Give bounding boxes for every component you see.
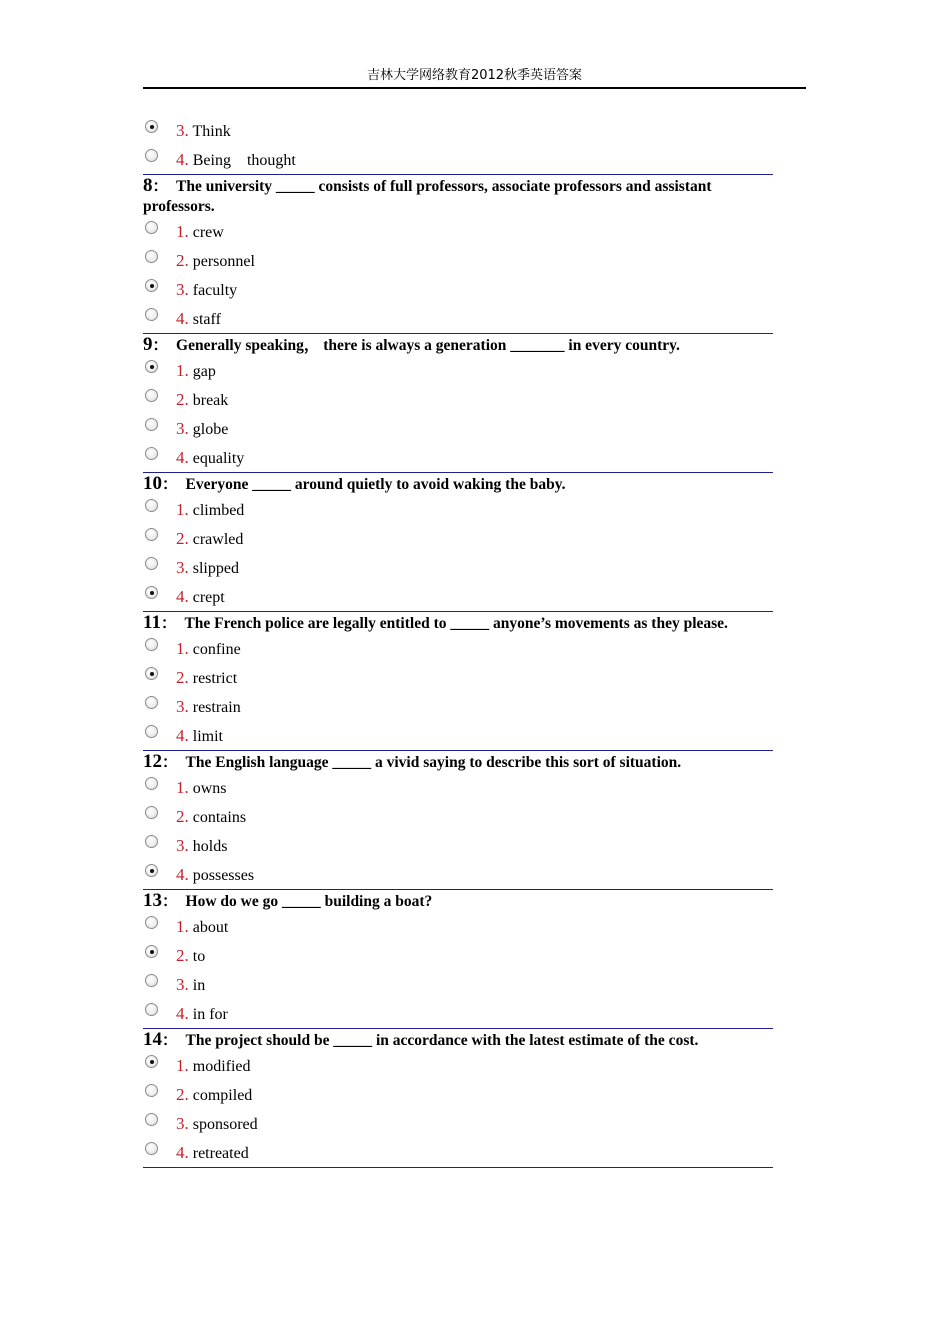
option-label <box>176 1143 249 1164</box>
option-label <box>176 946 205 967</box>
option-text: restrict <box>192 670 238 687</box>
option-number: 2. <box>176 946 189 965</box>
question-block <box>143 116 773 175</box>
option-label <box>176 668 237 689</box>
radio-unchecked-icon[interactable] <box>145 418 158 431</box>
question-number: 11 <box>143 612 161 633</box>
option-text: contains <box>192 809 247 826</box>
option-text: equality <box>192 450 245 467</box>
question-text-line <box>143 612 773 634</box>
option-number: 2. <box>176 529 189 548</box>
question-number: 10 <box>143 473 162 494</box>
option-label <box>176 778 227 799</box>
question-number-colon: ： <box>152 337 169 354</box>
option-label <box>176 222 224 243</box>
answer-option[interactable] <box>143 802 773 831</box>
option-text: crew <box>192 224 224 241</box>
answer-option[interactable] <box>143 145 773 174</box>
radio-unchecked-icon[interactable] <box>145 638 158 651</box>
answer-option[interactable] <box>143 246 773 275</box>
question-block <box>143 890 773 1029</box>
question-number: 13 <box>143 890 162 911</box>
question-number-colon: ： <box>162 754 178 771</box>
question-number: 12 <box>143 751 162 772</box>
option-text: about <box>192 919 229 936</box>
option-label <box>176 448 244 469</box>
option-label <box>176 150 296 171</box>
answer-option[interactable] <box>143 116 773 145</box>
radio-unchecked-icon[interactable] <box>145 528 158 541</box>
question-number-colon: ： <box>162 476 178 493</box>
answer-option[interactable] <box>143 217 773 246</box>
question-block <box>143 751 773 890</box>
option-label <box>176 121 231 142</box>
option-number: 4. <box>176 309 189 328</box>
question-text-line <box>143 890 773 912</box>
option-number: 4. <box>176 726 189 745</box>
option-number: 1. <box>176 500 189 519</box>
option-label <box>176 807 246 828</box>
option-text: globe <box>192 421 229 438</box>
radio-unchecked-icon[interactable] <box>145 499 158 512</box>
answer-option[interactable] <box>143 941 773 970</box>
option-number: 4. <box>176 865 189 884</box>
radio-unchecked-icon[interactable] <box>145 1084 158 1097</box>
option-number: 3. <box>176 419 189 438</box>
radio-checked-icon[interactable] <box>145 360 158 373</box>
option-text: holds <box>192 838 228 855</box>
question-number-colon: ： <box>152 178 169 195</box>
question-number-colon: ： <box>162 1032 178 1049</box>
question-text: The English language _____ a vivid saying to describe this sort of situation. <box>185 754 682 771</box>
answer-option[interactable] <box>143 1051 773 1080</box>
radio-unchecked-icon[interactable] <box>145 221 158 234</box>
option-number: 3. <box>176 975 189 994</box>
radio-unchecked-icon[interactable] <box>145 835 158 848</box>
radio-unchecked-icon[interactable] <box>145 696 158 709</box>
question-block <box>143 175 773 334</box>
question-text: The university _____ consists of full professors, associate professors and assistant professors. <box>143 178 712 215</box>
question-text: The project should be _____ in accordance with the latest estimate of the cost. <box>185 1032 699 1049</box>
option-label <box>176 500 244 521</box>
answer-option[interactable] <box>143 553 773 582</box>
radio-checked-icon[interactable] <box>145 120 158 133</box>
question-text: Generally speaking， there is always a generation _______ in every country. <box>176 337 680 354</box>
option-label <box>176 587 225 608</box>
option-number: 3. <box>176 1114 189 1133</box>
answer-option[interactable] <box>143 831 773 860</box>
radio-unchecked-icon[interactable] <box>145 308 158 321</box>
radio-unchecked-icon[interactable] <box>145 557 158 570</box>
question-number: 14 <box>143 1029 162 1050</box>
option-label <box>176 361 216 382</box>
answer-option[interactable] <box>143 524 773 553</box>
option-text: climbed <box>192 502 245 519</box>
option-label <box>176 726 223 747</box>
option-text: modified <box>192 1058 251 1075</box>
option-text: Think <box>192 123 231 140</box>
option-label <box>176 1056 251 1077</box>
option-label <box>176 639 241 660</box>
option-number: 2. <box>176 390 189 409</box>
option-number: 4. <box>176 448 189 467</box>
radio-checked-icon[interactable] <box>145 864 158 877</box>
option-text: in <box>192 977 206 994</box>
question-number: 9 <box>143 334 153 355</box>
answer-option[interactable] <box>143 999 773 1028</box>
radio-checked-icon[interactable] <box>145 945 158 958</box>
option-number: 3. <box>176 697 189 716</box>
option-number: 1. <box>176 639 189 658</box>
option-label <box>176 280 237 301</box>
radio-unchecked-icon[interactable] <box>145 1113 158 1126</box>
option-number: 2. <box>176 251 189 270</box>
answer-option[interactable] <box>143 1109 773 1138</box>
answer-option[interactable] <box>143 1080 773 1109</box>
question-number-colon: ： <box>162 893 178 910</box>
option-number: 4. <box>176 1004 189 1023</box>
option-number: 2. <box>176 1085 189 1104</box>
option-number: 1. <box>176 778 189 797</box>
answer-option[interactable] <box>143 663 773 692</box>
option-text: crawled <box>192 531 244 548</box>
question-block <box>143 612 773 751</box>
option-text: retreated <box>192 1145 249 1162</box>
option-text: to <box>192 948 206 965</box>
option-number: 4. <box>176 587 189 606</box>
option-label <box>176 1004 228 1025</box>
option-label <box>176 529 243 550</box>
question-text-line <box>143 751 773 773</box>
radio-unchecked-icon[interactable] <box>145 806 158 819</box>
option-label <box>176 975 205 996</box>
option-number: 1. <box>176 222 189 241</box>
option-number: 3. <box>176 121 189 140</box>
radio-unchecked-icon[interactable] <box>145 916 158 929</box>
option-number: 1. <box>176 1056 189 1075</box>
option-label <box>176 1114 258 1135</box>
answer-option[interactable] <box>143 356 773 385</box>
option-text: compiled <box>192 1087 253 1104</box>
page-header <box>143 66 806 89</box>
option-label <box>176 251 255 272</box>
option-text: staff <box>192 311 221 328</box>
option-label <box>176 1085 252 1106</box>
radio-unchecked-icon[interactable] <box>145 250 158 263</box>
option-text: possesses <box>192 867 255 884</box>
option-number: 3. <box>176 280 189 299</box>
option-label <box>176 390 228 411</box>
option-number: 4. <box>176 1143 189 1162</box>
answer-option[interactable] <box>143 692 773 721</box>
question-text-line <box>143 175 773 217</box>
option-number: 1. <box>176 917 189 936</box>
question-text: The French police are legally entitled to _____ anyone’s movements as they please. <box>184 615 728 632</box>
option-text: in for <box>192 1006 228 1023</box>
answer-option[interactable] <box>143 414 773 443</box>
radio-unchecked-icon[interactable] <box>145 777 158 790</box>
question-text: How do we go _____ building a boat? <box>185 893 433 910</box>
option-text: restrain <box>192 699 241 716</box>
option-text: Being thought <box>192 152 296 169</box>
answer-option[interactable] <box>143 385 773 414</box>
answer-option[interactable] <box>143 495 773 524</box>
option-number: 4. <box>176 150 189 169</box>
option-number: 3. <box>176 836 189 855</box>
question-text-line <box>143 473 773 495</box>
radio-unchecked-icon[interactable] <box>145 149 158 162</box>
question-list <box>143 116 773 1168</box>
option-text: limit <box>192 728 223 745</box>
option-number: 1. <box>176 361 189 380</box>
page-title: 吉林大学网络教育2012秋季英语答案 <box>366 68 583 83</box>
radio-checked-icon[interactable] <box>145 667 158 680</box>
radio-unchecked-icon[interactable] <box>145 974 158 987</box>
radio-checked-icon[interactable] <box>145 586 158 599</box>
question-number: 8 <box>143 175 153 196</box>
question-text-line <box>143 334 773 356</box>
option-text: sponsored <box>192 1116 258 1133</box>
option-text: faculty <box>192 282 238 299</box>
radio-checked-icon[interactable] <box>145 279 158 292</box>
answer-option[interactable] <box>143 443 773 472</box>
answer-option[interactable] <box>143 970 773 999</box>
option-label <box>176 309 221 330</box>
radio-unchecked-icon[interactable] <box>145 389 158 402</box>
answer-option[interactable] <box>143 721 773 750</box>
question-number-colon: ： <box>160 615 177 632</box>
radio-unchecked-icon[interactable] <box>145 1003 158 1016</box>
answer-option[interactable] <box>143 304 773 333</box>
question-block <box>143 334 773 473</box>
question-block <box>143 1029 773 1168</box>
option-number: 2. <box>176 668 189 687</box>
question-block <box>143 473 773 612</box>
radio-unchecked-icon[interactable] <box>145 1142 158 1155</box>
answer-option[interactable] <box>143 860 773 889</box>
option-text: confine <box>192 641 241 658</box>
option-text: slipped <box>192 560 239 577</box>
option-number: 3. <box>176 558 189 577</box>
answer-option[interactable] <box>143 582 773 611</box>
radio-unchecked-icon[interactable] <box>145 725 158 738</box>
question-text: Everyone _____ around quietly to avoid waking the baby. <box>185 476 566 493</box>
option-number: 2. <box>176 807 189 826</box>
answer-option[interactable] <box>143 912 773 941</box>
answer-option[interactable] <box>143 773 773 802</box>
question-text-line <box>143 1029 773 1051</box>
radio-unchecked-icon[interactable] <box>145 447 158 460</box>
option-text: gap <box>192 363 216 380</box>
option-text: owns <box>192 780 227 797</box>
option-text: break <box>192 392 229 409</box>
option-label <box>176 419 228 440</box>
option-label <box>176 917 228 938</box>
answer-option[interactable] <box>143 1138 773 1167</box>
answer-option[interactable] <box>143 275 773 304</box>
option-text: personnel <box>192 253 255 270</box>
answer-option[interactable] <box>143 634 773 663</box>
option-text: crept <box>192 589 225 606</box>
option-label <box>176 697 241 718</box>
option-label <box>176 836 227 857</box>
radio-checked-icon[interactable] <box>145 1055 158 1068</box>
option-label <box>176 865 254 886</box>
option-label <box>176 558 239 579</box>
